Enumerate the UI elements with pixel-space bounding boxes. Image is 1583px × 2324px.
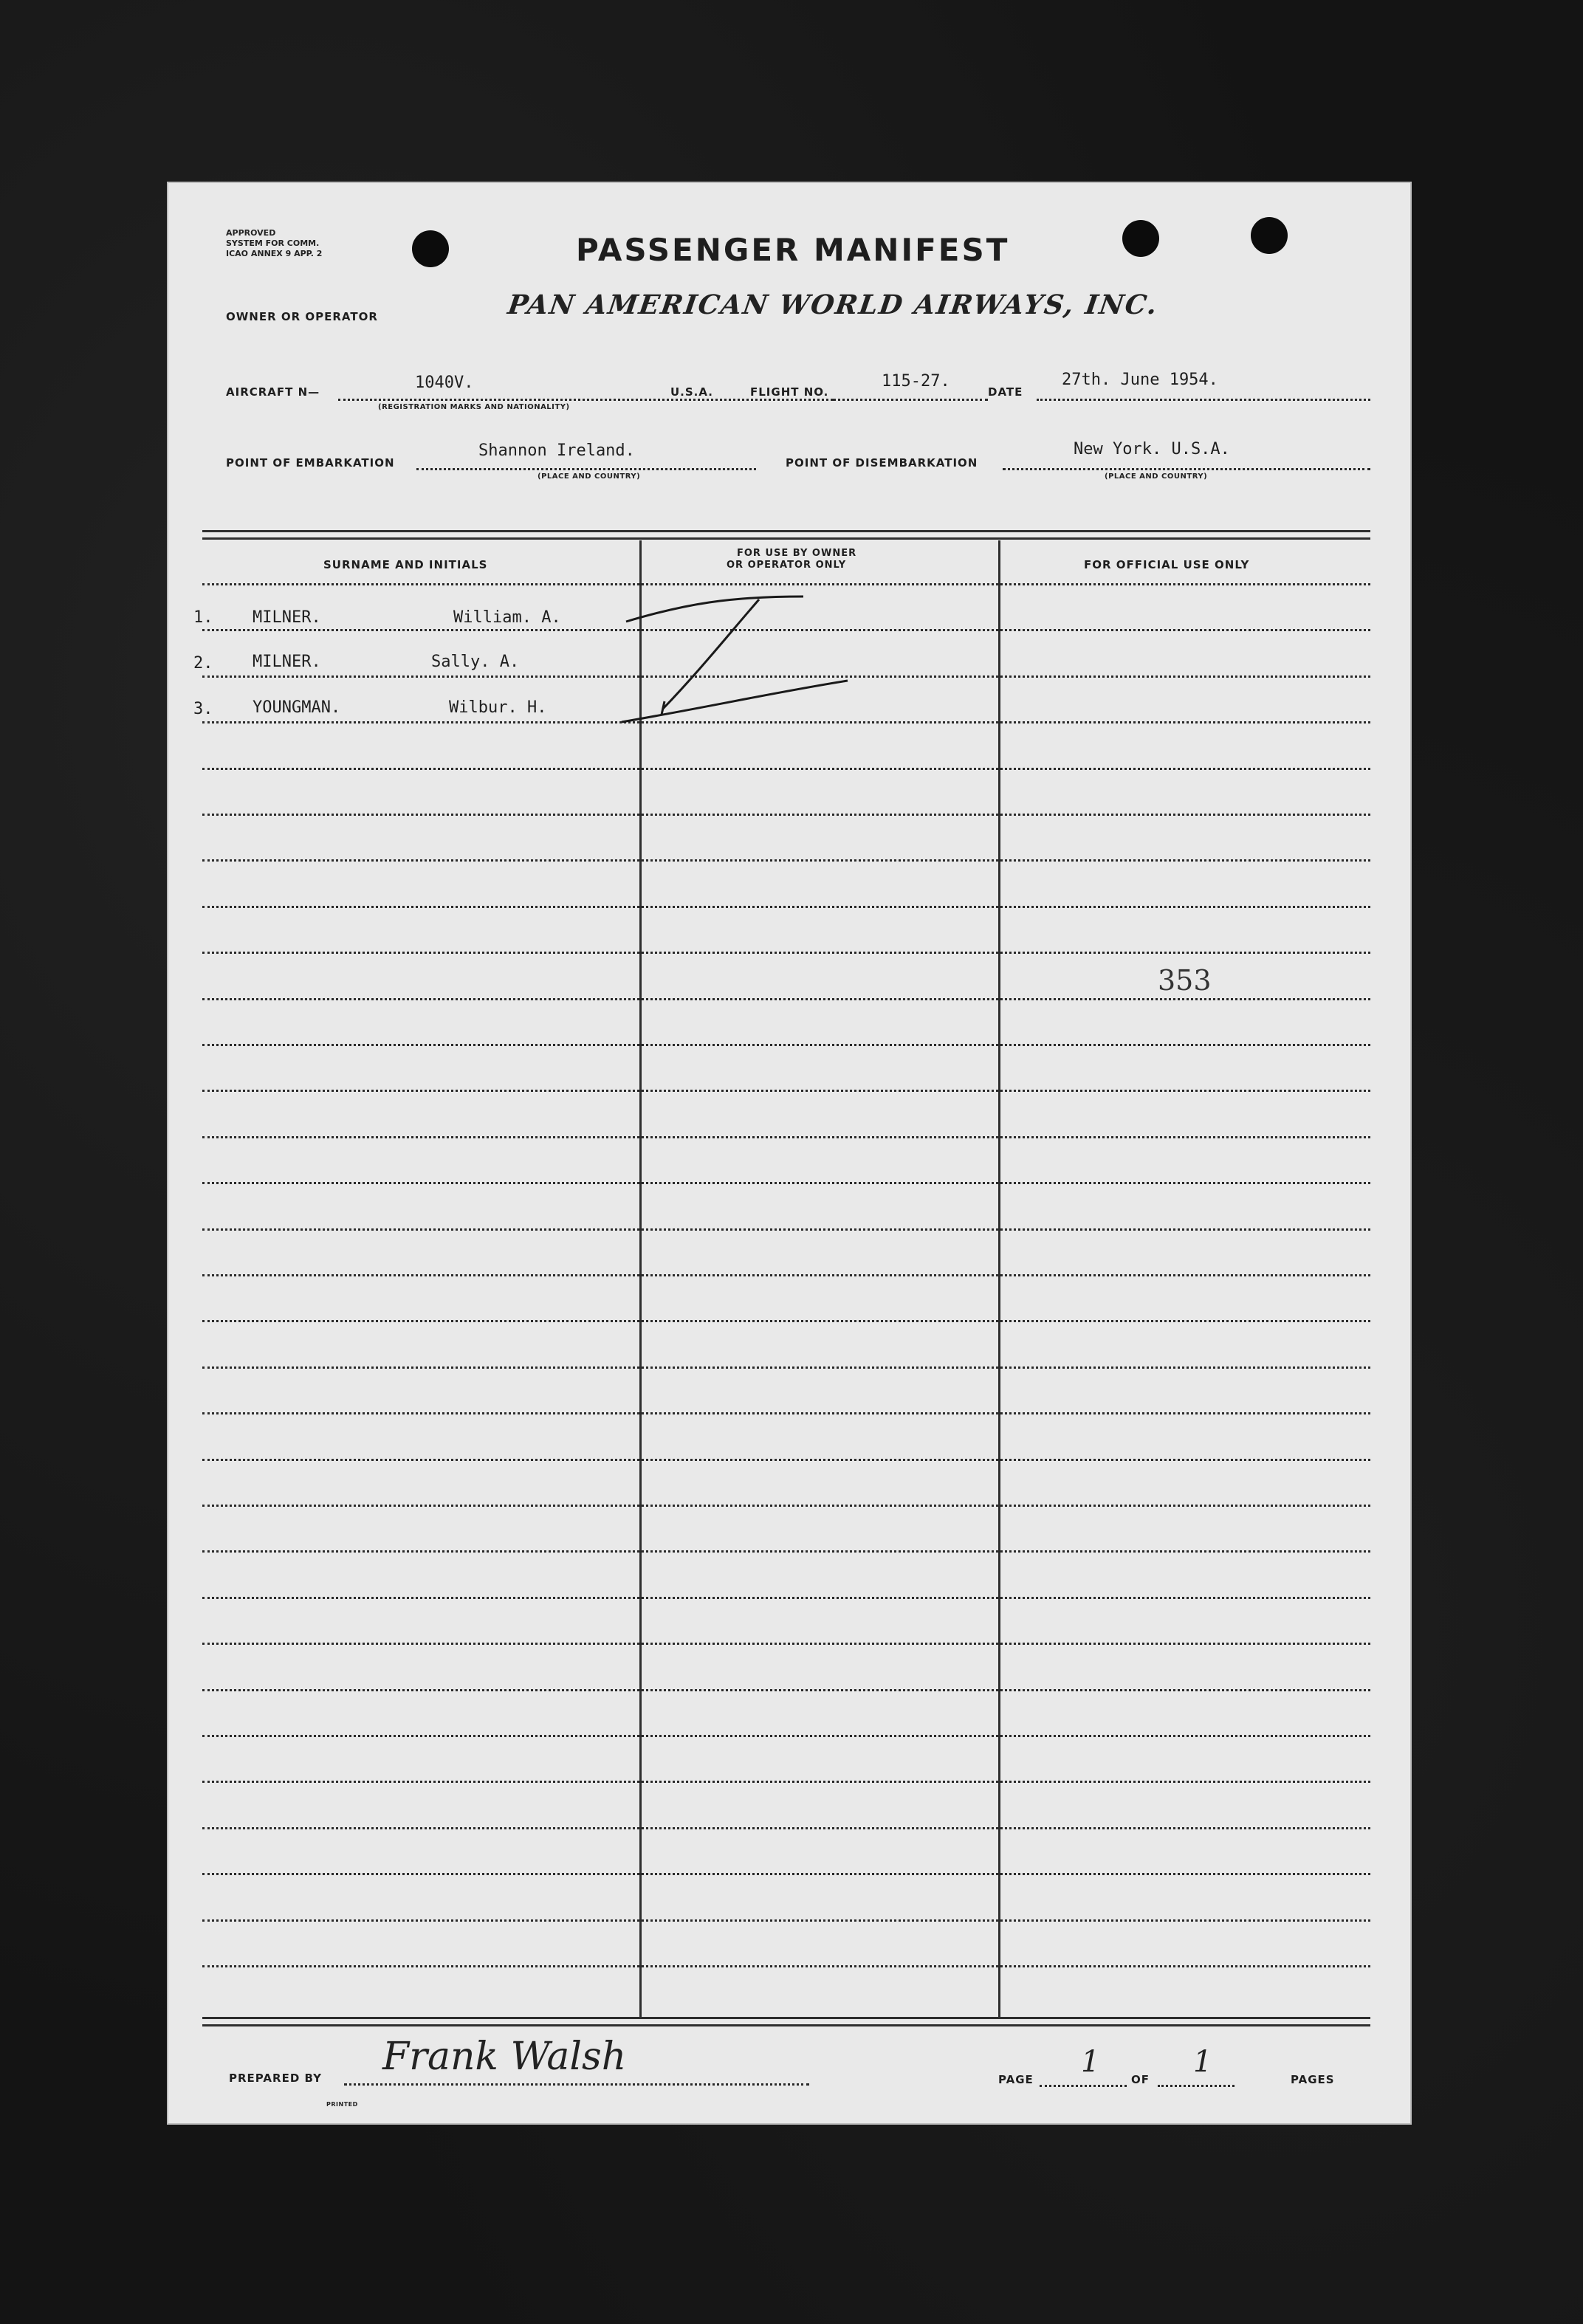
disembarkation-value: New York. U.S.A. — [1074, 440, 1230, 458]
aircraft-underline — [338, 399, 833, 401]
aircraft-value: 1040V. — [415, 374, 474, 392]
table-row-line — [202, 1643, 1370, 1645]
punch-hole-middle — [1122, 220, 1159, 257]
pages-label: PAGES — [1291, 2073, 1335, 2086]
punch-hole-right — [1251, 217, 1288, 254]
manifest-sheet — [168, 183, 1410, 2123]
table-row-line — [202, 1827, 1370, 1829]
pen-check-marks — [582, 574, 981, 752]
table-top-rule-2 — [202, 537, 1370, 540]
table-row-line — [202, 1136, 1370, 1138]
disembarkation-sublabel: (PLACE AND COUNTRY) — [1105, 472, 1208, 481]
table-row-line — [202, 1965, 1370, 1967]
embarkation-label: POINT OF EMBARKATION — [226, 456, 395, 470]
table-row-line — [202, 906, 1370, 908]
printed-label: PRINTED — [326, 2101, 358, 2108]
embarkation-sublabel: (PLACE AND COUNTRY) — [538, 472, 641, 481]
table-top-rule-1 — [202, 530, 1370, 532]
column-divider-1 — [639, 540, 642, 2018]
of-underline — [1158, 2085, 1235, 2087]
table-row-line — [202, 1735, 1370, 1737]
column-divider-2 — [998, 540, 1000, 2018]
table-row-line — [202, 1689, 1370, 1691]
embarkation-underline — [416, 468, 756, 470]
page-underline — [1040, 2085, 1127, 2087]
table-bottom-rule-1 — [202, 2017, 1370, 2019]
column-header-official: FOR OFFICIAL USE ONLY — [1084, 558, 1250, 571]
preparer-signature: Frank Walsh — [382, 2035, 627, 2079]
table-row-line — [202, 1228, 1370, 1231]
table-row-line — [202, 768, 1370, 770]
passenger-2-number: 2. — [193, 654, 213, 673]
owner-label: OWNER OR OPERATOR — [226, 310, 378, 323]
flight-label: FLIGHT NO. — [750, 385, 829, 399]
table-row-line — [202, 1873, 1370, 1875]
table-row-line — [202, 1044, 1370, 1046]
table-row-line — [202, 1412, 1370, 1414]
prepared-by-label: PREPARED BY — [229, 2072, 322, 2085]
date-label: DATE — [988, 385, 1023, 399]
owner-value: PAN AMERICAN WORLD AIRWAYS, INC. — [506, 289, 1161, 320]
of-value: 1 — [1193, 2045, 1212, 2079]
passenger-3-number: 3. — [193, 700, 213, 718]
passenger-3-surname: YOUNGMAN. — [253, 698, 341, 717]
embarkation-value: Shannon Ireland. — [478, 441, 635, 460]
of-label: OF — [1131, 2073, 1150, 2086]
official-stamp-number: 353 — [1158, 964, 1212, 997]
aircraft-sublabel: (REGISTRATION MARKS AND NATIONALITY) — [378, 403, 570, 411]
approval-line-1: APPROVED — [226, 228, 276, 238]
column-header-surname: SURNAME AND INITIALS — [323, 558, 488, 571]
table-row-line — [202, 1919, 1370, 1922]
table-bottom-rule-2 — [202, 2024, 1370, 2026]
date-underline — [1037, 399, 1370, 401]
usa-label: U.S.A. — [670, 385, 713, 399]
passenger-3-given: Wilbur. H. — [449, 698, 547, 717]
table-row-line — [202, 952, 1370, 954]
table-row-line — [202, 1320, 1370, 1322]
flight-underline — [833, 399, 988, 401]
disembarkation-underline — [1003, 468, 1370, 470]
table-row-line — [202, 1459, 1370, 1461]
table-row-line — [202, 1182, 1370, 1184]
passenger-2-given: Sally. A. — [431, 653, 520, 671]
passenger-2-surname: MILNER. — [253, 653, 321, 671]
punch-hole-left — [412, 230, 449, 267]
passenger-1-surname: MILNER. — [253, 608, 321, 627]
passenger-1-number: 1. — [193, 608, 213, 627]
table-row-line — [202, 1597, 1370, 1599]
approval-line-3: ICAO ANNEX 9 APP. 2 — [226, 249, 323, 258]
column-header-owner-line-2: OR OPERATOR ONLY — [727, 560, 847, 571]
page-value: 1 — [1081, 2045, 1100, 2079]
aircraft-label: AIRCRAFT N— — [226, 385, 320, 399]
table-row-line — [202, 998, 1370, 1000]
date-value: 27th. June 1954. — [1062, 371, 1218, 389]
table-row-line — [202, 1550, 1370, 1553]
disembarkation-label: POINT OF DISEMBARKATION — [786, 456, 978, 470]
prepared-by-underline — [344, 2083, 809, 2086]
table-row-line — [202, 859, 1370, 862]
passenger-1-given: William. A. — [453, 608, 561, 627]
table-row-line — [202, 1090, 1370, 1092]
flight-value: 115-27. — [882, 372, 950, 391]
table-row-line — [202, 1781, 1370, 1783]
table-row-line — [202, 1274, 1370, 1276]
page-label: PAGE — [998, 2073, 1034, 2086]
table-row-line — [202, 1505, 1370, 1507]
table-row-line — [202, 1366, 1370, 1369]
table-row-line — [202, 814, 1370, 816]
approval-line-2: SYSTEM FOR COMM. — [226, 238, 320, 248]
column-header-owner-line-1: FOR USE BY OWNER — [737, 548, 857, 559]
form-title: PASSENGER MANIFEST — [576, 232, 1010, 268]
